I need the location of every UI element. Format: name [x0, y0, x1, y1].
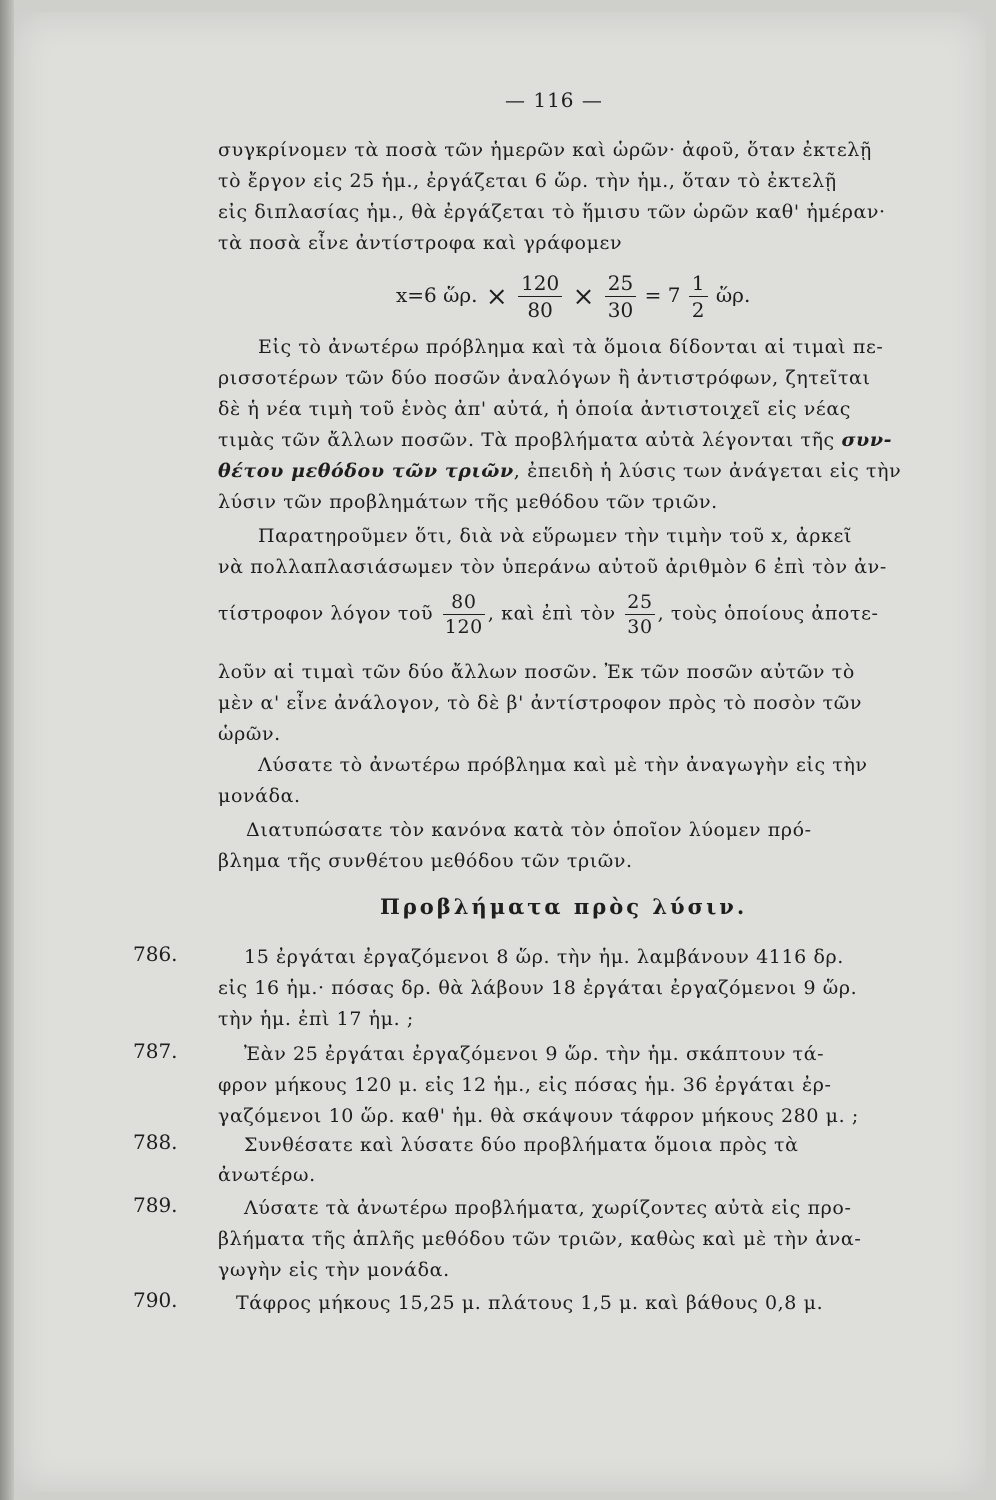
problem-number: 786. [133, 942, 178, 966]
para2-line-2: νὰ πολλαπλασιάσωμεν τὸν ὑπεράνω αὐτοῦ ἀριθμὸν 6 ἐπὶ τὸν ἀν- [218, 556, 887, 578]
para1-line-5: θέτου μεθόδου τῶν τριῶν, ἐπειδὴ ἡ λύσις των ἀνάγεται εἰς τὴν [218, 460, 902, 482]
problem-788-line-1: Συνθέσατε καὶ λύσατε δύο προβλήματα ὅμοια πρὸς τὰ [244, 1134, 799, 1156]
para2-line-5: μὲν α' εἶνε ἀνάλογον, τὸ δὲ β' ἀντίστροφον πρὸς τὸ ποσὸν τῶν [218, 692, 862, 714]
problem-787-line-2: φρον μήκους 120 μ. εἰς 12 ἡμ., εἰς πόσας ἡμ. 36 ἐργάται ἐρ- [218, 1074, 832, 1096]
fraction-1-2: $\frac{1}{2}$ [689, 270, 708, 323]
problem-789-line-2: βλήματα τῆς ἁπλῆς μεθόδου τῶν τριῶν, καθὼς καὶ μὲ τὴν ἀνα- [218, 1228, 862, 1250]
fraction-80-120: $\frac{80}{120}$ [444, 591, 483, 638]
problem-787-line-1: Ἐὰν 25 ἐργάται ἐργαζόμενοι 9 ὥρ. τὴν ἡμ. σκάπτουν τά- [244, 1043, 825, 1065]
para4-line-1: Διατυπώσατε τὸν κανόνα κατὰ τὸν ὁποῖον λύομεν πρό- [246, 819, 812, 841]
para3-line-1: Λύσατε τὸ ἀνωτέρω πρόβλημα καὶ μὲ τὴν ἀναγωγὴν εἰς τὴν [258, 754, 868, 776]
page-binding-edge [0, 0, 14, 1500]
problem-789-line-1: Λύσατε τὰ ἀνωτέρω προβλήματα, χωρίζοντες αὐτὰ εἰς προ- [244, 1197, 852, 1219]
problem-789-line-3: γωγὴν εἰς τὴν μονάδα. [218, 1259, 450, 1281]
problem-number: 789. [133, 1193, 178, 1217]
times-sign: × [485, 281, 508, 312]
formula-unit: ὥρ. [715, 283, 751, 307]
para3-line-2: μονάδα. [218, 785, 301, 807]
para1-line-6: λύσιν τῶν προβλημάτων τῆς μεθόδου τῶν τριῶν. [218, 491, 718, 513]
para1-line-1: Εἰς τὸ ἀνωτέρω πρόβλημα καὶ τὰ ὅμοια δίδονται αἱ τιμαὶ πε- [258, 336, 884, 358]
fraction-25-30: $\frac{25}{30}$ [605, 270, 636, 323]
times-sign: × [572, 281, 595, 312]
problem-786-line-3: τὴν ἡμ. ἐπὶ 17 ἡμ. ; [218, 1008, 414, 1030]
problem-790-line-1: Τάφρος μήκους 15,25 μ. πλάτους 1,5 μ. καὶ βάθους 0,8 μ. [236, 1292, 824, 1314]
para1-line-2: ρισσοτέρων τῶν δύο ποσῶν ἀναλόγων ἢ ἀντιστρόφων, ζητεῖται [218, 367, 871, 389]
para2-line-4: λοῦν αἱ τιμαὶ τῶν δύο ἄλλων ποσῶν. Ἐκ τῶν ποσῶν αὐτῶν τὸ [218, 661, 855, 683]
intro-line-4: τὰ ποσὰ εἶνε ἀντίστροφα καὶ γράφομεν [218, 232, 623, 254]
para4-line-2: βλημα τῆς συνθέτου μεθόδου τῶν τριῶν. [218, 850, 633, 872]
para2-line-1: Παρατηροῦμεν ὅτι, διὰ νὰ εὕρωμεν τὴν τιμὴν τοῦ x, ἀρκεῖ [258, 525, 853, 547]
emphasis-term: συν- [841, 429, 893, 451]
problem-788-line-2: ἀνωτέρω. [218, 1164, 316, 1186]
problem-787-line-3: γαζόμενοι 10 ὥρ. καθ' ἡμ. θὰ σκάψουν τάφρον μήκους 280 μ. ; [218, 1105, 859, 1127]
formula [396, 270, 750, 323]
problem-786-line-2: εἰς 16 ἡμ.· πόσας δρ. θὰ λάβουν 18 ἐργάται ἐργαζόμενοι 9 ὥρ. [218, 977, 858, 999]
page-number: — 116 — [505, 88, 603, 112]
para2-line-6: ὡρῶν. [218, 723, 281, 745]
fraction-120-80: $\frac{120}{80}$ [518, 270, 562, 323]
problem-number: 787. [133, 1039, 178, 1063]
problem-number: 790. [133, 1288, 178, 1312]
problem-786-line-1: 15 ἐργάται ἐργαζόμενοι 8 ὥρ. τὴν ἡμ. λαμβάνουν 4116 δρ. [244, 946, 844, 968]
formula-equals: = 7 [644, 283, 681, 307]
intro-line-1: συγκρίνομεν τὰ ποσὰ τῶν ἡμερῶν καὶ ὡρῶν· ἀφοῦ, ὅταν ἐκτελῇ [218, 139, 872, 161]
para2-line-3: τίστροφον λόγον τοῦ $\frac{80}{120}$ , καὶ ἐπὶ τὸν $\frac{25}{30}$ , τοὺς ὁποίους ἀποτε- [218, 591, 879, 638]
problem-number: 788. [133, 1130, 178, 1154]
section-heading: Προβλήματα πρὸς λύσιν. [380, 894, 748, 919]
para1-line-3: δὲ ἡ νέα τιμὴ τοῦ ἑνὸς ἀπ' αὐτά, ἡ ὁποία ἀντιστοιχεῖ εἰς νέας [218, 398, 851, 420]
para1-line-4: τιμὰς τῶν ἄλλων ποσῶν. Τὰ προβλήματα αὐτὰ λέγονται τῆς συν- [218, 429, 893, 451]
fraction-25-30: $\frac{25}{30}$ [627, 591, 653, 638]
formula-lhs: x=6 ὥρ. [396, 283, 478, 307]
intro-line-3: εἰς διπλασίας ἡμ., θὰ ἐργάζεται τὸ ἥμισυ τῶν ὡρῶν καθ' ἡμέραν· [218, 201, 886, 223]
emphasis-term: θέτου μεθόδου τῶν τριῶν [218, 460, 514, 482]
intro-line-2: τὸ ἔργον εἰς 25 ἡμ., ἐργάζεται 6 ὥρ. τὴν ἡμ., ὅταν τὸ ἐκτελῇ [218, 170, 837, 192]
